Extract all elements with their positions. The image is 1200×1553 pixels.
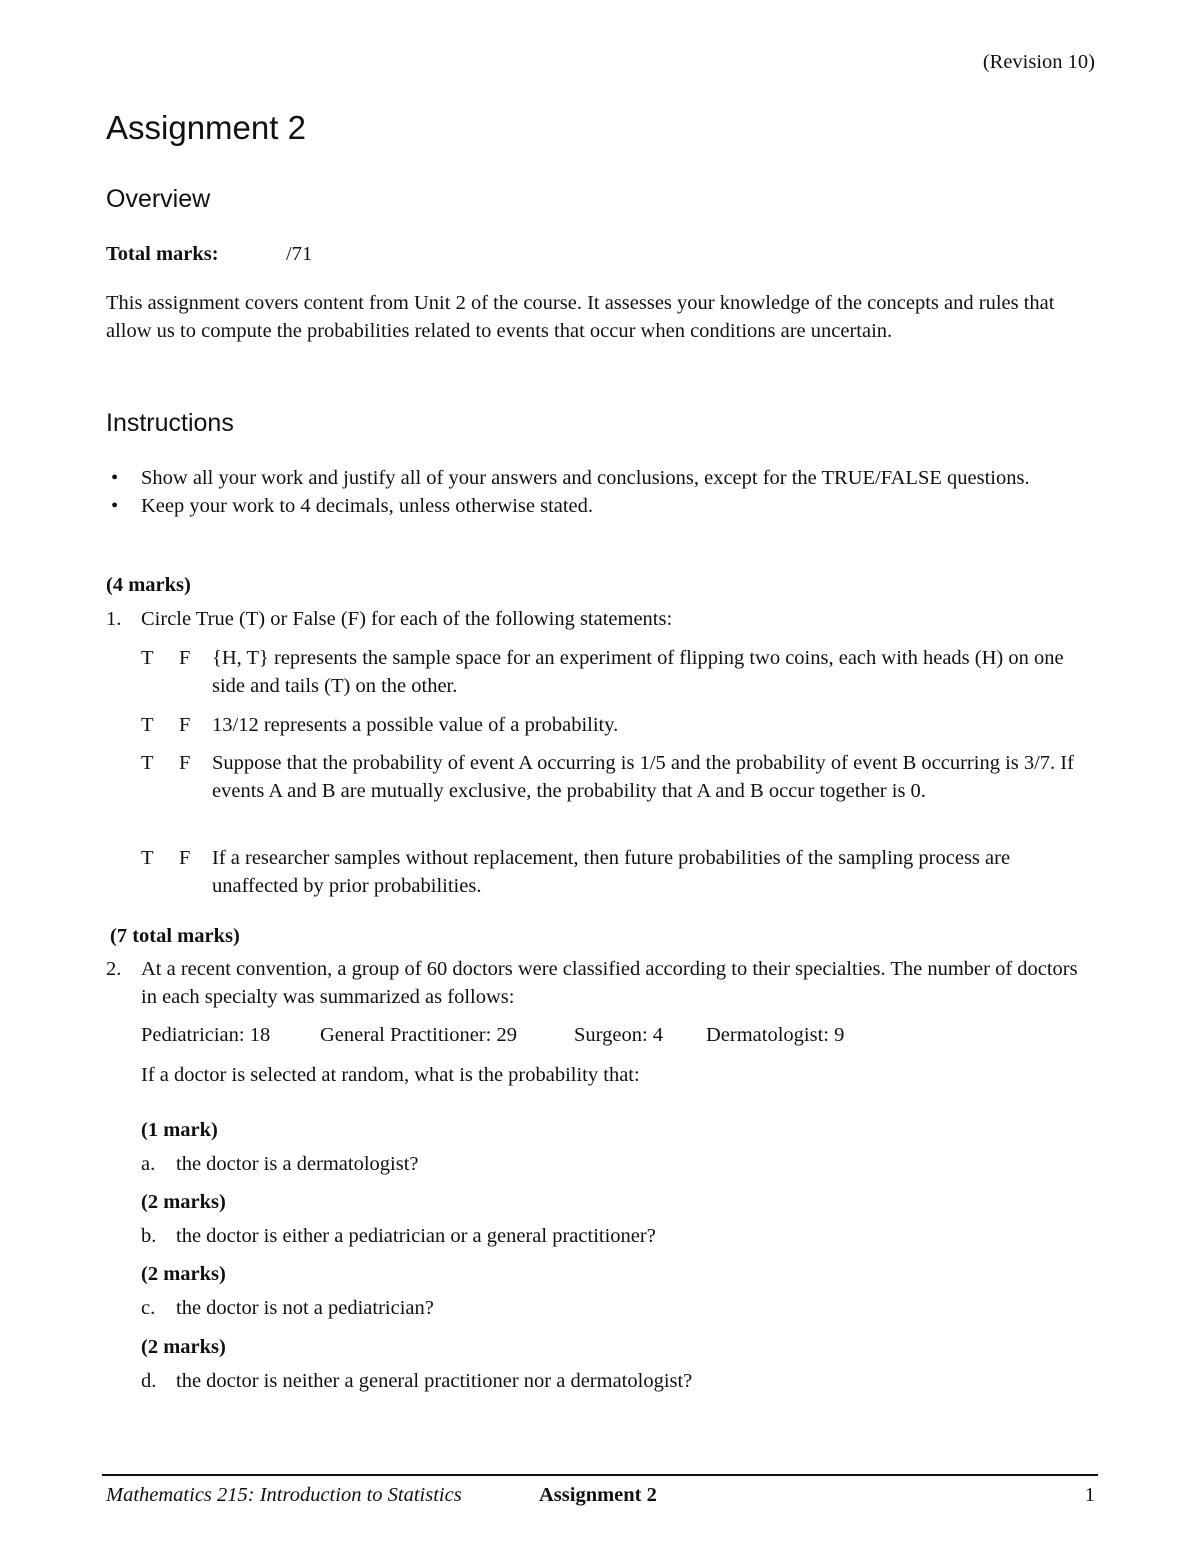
q2-marks: (7 total marks) [110,925,240,947]
q1-number: 1. [106,608,122,630]
total-marks-label [106,240,219,268]
true-option[interactable]: T [141,647,154,669]
revision-label: (Revision 10) [982,51,1095,73]
tf-statement: {H, T} represents the sample space for an experiment of flipping two coins, each with heads (H) on one side and tails (T) on the other. [212,647,1064,697]
tf-statement: Suppose that the probability of event A occurring is 1/5 and the probability of event B occurring is 3/7. If events A and B are mutually exclusive, the probability that A and B occur together is 0. [212,752,1074,802]
part-text: the doctor is not a pediatrician? [176,1297,434,1319]
instruction-item [106,464,1096,492]
footer-course: Mathematics 215: Introduction to Statistics [106,1484,462,1506]
part-c-marks: (2 marks) [141,1263,226,1285]
instruction-text: Keep your work to 4 decimals, unless otherwise stated. [141,495,594,517]
instructions-list [106,464,1096,520]
tf-statement: 13/12 represents a possible value of a probability. [212,714,619,736]
part-letter: b. [141,1225,157,1247]
specialty-pediatrician: Pediatrician: 18 [141,1024,271,1046]
page-title: Assignment 2 [106,109,306,146]
specialty-dermatologist: Dermatologist: 9 [706,1024,845,1046]
q2-prompt: At a recent convention, a group of 60 doctors were classified according to their specialties. The number of doctors in each specialty was summarized as follows: [141,958,1078,1008]
tf-statement: If a researcher samples without replacement, then future probabilities of the sampling process are unaffected by prior probabilities. [212,847,1011,897]
false-option[interactable]: F [179,752,191,774]
false-option[interactable]: F [179,847,191,869]
false-option[interactable]: F [179,647,191,669]
q2-number: 2. [106,958,122,980]
total-marks-value: /71 [286,243,313,265]
specialty-general-practitioner: General Practitioner: 29 [320,1024,517,1046]
total-marks-label-text: Total marks: [106,243,219,265]
specialty-surgeon: Surgeon: 4 [574,1024,664,1046]
part-letter: c. [141,1297,156,1319]
overview-heading: Overview [106,185,211,213]
part-d-marks: (2 marks) [141,1336,226,1358]
part-a-marks: (1 mark) [141,1119,218,1141]
bullet-icon: • [111,495,119,517]
part-text: the doctor is neither a general practitioner nor a dermatologist? [176,1370,693,1392]
bullet-icon: • [111,467,119,489]
q1-marks: (4 marks) [106,574,191,596]
q2-followup: If a doctor is selected at random, what is the probability that: [141,1064,640,1086]
true-option[interactable]: T [141,714,154,736]
q1-prompt: Circle True (T) or False (F) for each of the following statements: [141,608,673,630]
footer-divider [102,1474,1098,1476]
instructions-heading: Instructions [106,409,234,437]
part-text: the doctor is a dermatologist? [176,1153,419,1175]
part-letter: a. [141,1153,156,1175]
instruction-text: Show all your work and justify all of your answers and conclusions, except for the TRUE/FALSE questions. [141,467,1030,489]
part-letter: d. [141,1370,157,1392]
footer-assignment: Assignment 2 [539,1484,657,1506]
false-option[interactable]: F [179,714,191,736]
part-b-marks: (2 marks) [141,1191,226,1213]
true-option[interactable]: T [141,752,154,774]
true-option[interactable]: T [141,847,154,869]
instruction-item [106,492,1096,520]
overview-paragraph: This assignment covers content from Unit 2 of the course. It assesses your knowledge of the concepts and rules that allow us to compute the probabilities related to events that occur when conditions are uncertain. [106,292,1055,342]
part-text: the doctor is either a pediatrician or a general practitioner? [176,1225,656,1247]
page-number: 1 [1084,1484,1095,1506]
